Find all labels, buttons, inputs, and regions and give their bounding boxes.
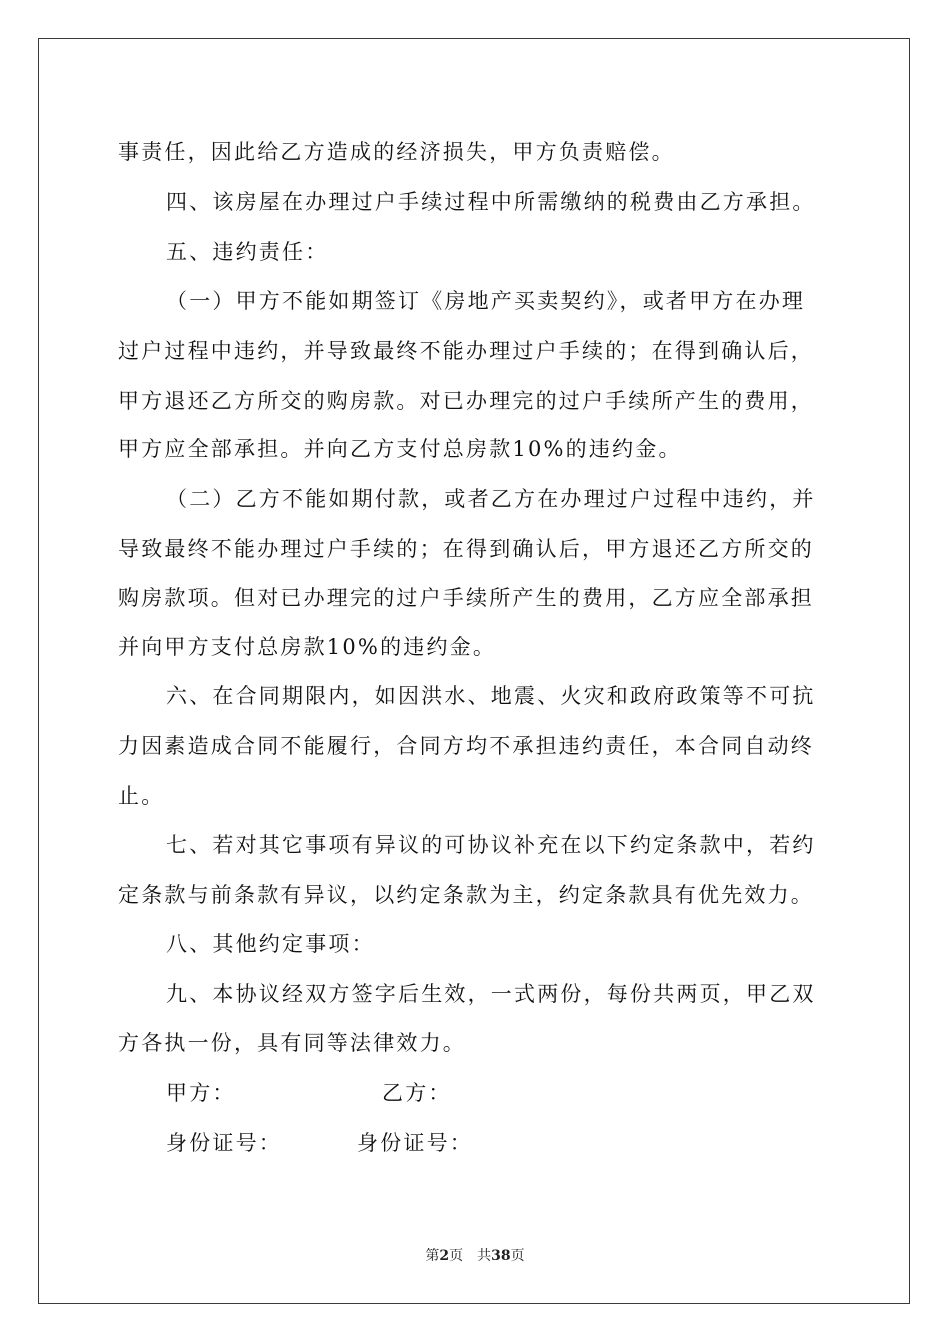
text-line: 定条款与前条款有异议，以约定条款为主，约定条款具有优先效力。 (118, 883, 814, 907)
text-line: 九、本协议经双方签字后生效，一式两份，每份共两页，甲乙双 (166, 982, 816, 1006)
party-b-id-label: 身份证号： (357, 1131, 473, 1155)
text-line: 导致最终不能办理过户手续的；在得到确认后，甲方退还乙方所交的 (118, 537, 814, 561)
total-suffix: 页 (510, 1248, 525, 1264)
section-heading: 八、其他约定事项： (166, 932, 375, 956)
total-pages: 38 (491, 1248, 511, 1264)
text-line: 四、该房屋在办理过户手续过程中所需缴纳的税费由乙方承担。 (166, 190, 816, 214)
page-prefix: 第 (425, 1248, 440, 1264)
page-suffix: 页 (449, 1248, 464, 1264)
text-line: 甲方应全部承担。并向乙方支付总房款10%的违约金。 (118, 437, 682, 461)
text-line: 力因素造成合同不能履行，合同方均不承担违约责任，本合同自动终 (118, 734, 814, 758)
text-line: 止。 (118, 784, 165, 808)
page-border (38, 38, 910, 1304)
text-line: （一）甲方不能如期签订《房地产买卖契约》，或者甲方在办理 (166, 289, 806, 313)
party-a-label: 甲方： (166, 1081, 236, 1105)
text-line: 方各执一份，具有同等法律效力。 (118, 1031, 466, 1055)
text-line: （二）乙方不能如期付款，或者乙方在办理过户过程中违约，并 (166, 487, 816, 511)
text-line: 过户过程中违约，并导致最终不能办理过户手续的；在得到确认后， (118, 339, 814, 363)
party-a-id-label: 身份证号： (166, 1131, 282, 1155)
total-prefix: 共 (477, 1248, 492, 1264)
text-line: 七、若对其它事项有异议的可协议补充在以下约定条款中，若约 (166, 833, 816, 857)
section-heading: 五、违约责任： (166, 240, 329, 264)
page-number: 2 (439, 1248, 450, 1264)
party-b-label: 乙方： (382, 1081, 452, 1105)
text-line: 事责任，因此给乙方造成的经济损失，甲方负责赔偿。 (118, 140, 675, 164)
text-line: 甲方退还乙方所交的购房款。对已办理完的过户手续所产生的费用， (118, 389, 814, 413)
text-line: 并向甲方支付总房款10%的违约金。 (118, 635, 497, 659)
text-line: 购房款项。但对已办理完的过户手续所产生的费用，乙方应全部承担 (118, 586, 814, 610)
text-line: 六、在合同期限内，如因洪水、地震、火灾和政府政策等不可抗 (166, 684, 816, 708)
page-footer (0, 1247, 950, 1265)
